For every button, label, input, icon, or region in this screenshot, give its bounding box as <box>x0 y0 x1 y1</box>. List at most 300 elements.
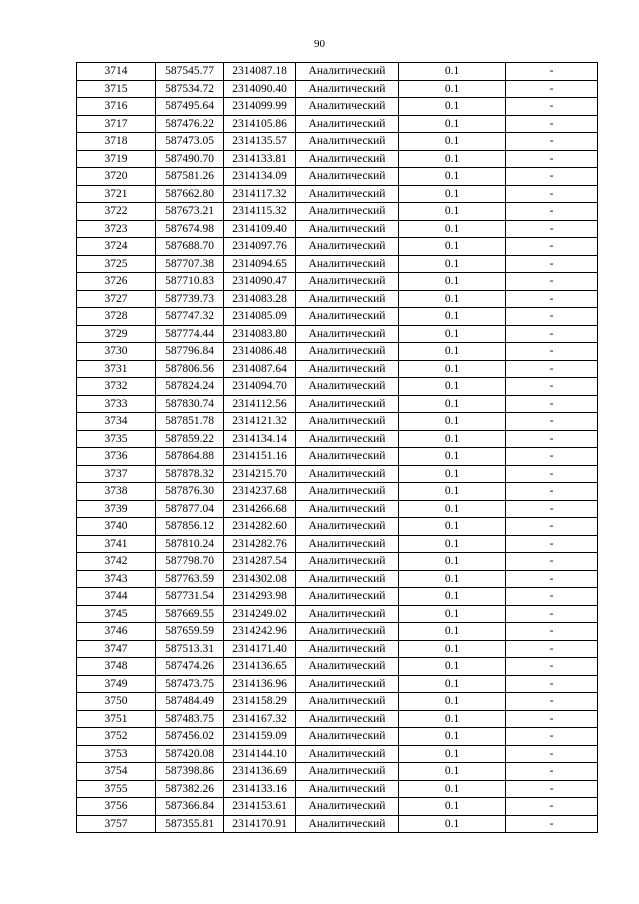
table-row <box>77 395 598 413</box>
table-row <box>77 133 598 151</box>
table-row <box>77 518 598 536</box>
table-row <box>77 378 598 396</box>
note-cell: - <box>506 710 598 728</box>
method-cell: Аналитический <box>296 658 399 676</box>
y-coordinate-cell: 2314134.09 <box>224 168 296 186</box>
y-coordinate-cell: 2314167.32 <box>224 710 296 728</box>
y-coordinate-cell: 2314087.18 <box>224 63 296 81</box>
point-number-cell: 3750 <box>77 693 156 711</box>
point-number-cell: 3751 <box>77 710 156 728</box>
note-cell: - <box>506 448 598 466</box>
note-cell: - <box>506 63 598 81</box>
x-coordinate-cell: 587830.74 <box>156 395 224 413</box>
x-coordinate-cell: 587796.84 <box>156 343 224 361</box>
method-cell: Аналитический <box>296 588 399 606</box>
table-row <box>77 623 598 641</box>
y-coordinate-cell: 2314237.68 <box>224 483 296 501</box>
point-number-cell: 3749 <box>77 675 156 693</box>
accuracy-cell: 0.1 <box>399 133 506 151</box>
table-row <box>77 710 598 728</box>
note-cell: - <box>506 343 598 361</box>
note-cell: - <box>506 273 598 291</box>
x-coordinate-cell: 587669.55 <box>156 605 224 623</box>
y-coordinate-cell: 2314153.61 <box>224 798 296 816</box>
note-cell: - <box>506 728 598 746</box>
y-coordinate-cell: 2314087.64 <box>224 360 296 378</box>
point-number-cell: 3721 <box>77 185 156 203</box>
x-coordinate-cell: 587878.32 <box>156 465 224 483</box>
point-number-cell: 3752 <box>77 728 156 746</box>
point-number-cell: 3746 <box>77 623 156 641</box>
y-coordinate-cell: 2314215.70 <box>224 465 296 483</box>
y-coordinate-cell: 2314099.99 <box>224 98 296 116</box>
method-cell: Аналитический <box>296 308 399 326</box>
note-cell: - <box>506 150 598 168</box>
method-cell: Аналитический <box>296 745 399 763</box>
y-coordinate-cell: 2314094.65 <box>224 255 296 273</box>
x-coordinate-cell: 587490.70 <box>156 150 224 168</box>
accuracy-cell: 0.1 <box>399 378 506 396</box>
accuracy-cell: 0.1 <box>399 343 506 361</box>
y-coordinate-cell: 2314090.47 <box>224 273 296 291</box>
y-coordinate-cell: 2314135.57 <box>224 133 296 151</box>
accuracy-cell: 0.1 <box>399 675 506 693</box>
method-cell: Аналитический <box>296 710 399 728</box>
note-cell: - <box>506 535 598 553</box>
table-row <box>77 185 598 203</box>
x-coordinate-cell: 587856.12 <box>156 518 224 536</box>
accuracy-cell: 0.1 <box>399 220 506 238</box>
point-number-cell: 3748 <box>77 658 156 676</box>
accuracy-cell: 0.1 <box>399 815 506 833</box>
table-row <box>77 693 598 711</box>
point-number-cell: 3753 <box>77 745 156 763</box>
table-row <box>77 640 598 658</box>
point-number-cell: 3739 <box>77 500 156 518</box>
note-cell: - <box>506 255 598 273</box>
note-cell: - <box>506 570 598 588</box>
point-number-cell: 3723 <box>77 220 156 238</box>
x-coordinate-cell: 587859.22 <box>156 430 224 448</box>
y-coordinate-cell: 2314293.98 <box>224 588 296 606</box>
point-number-cell: 3726 <box>77 273 156 291</box>
method-cell: Аналитический <box>296 290 399 308</box>
y-coordinate-cell: 2314136.96 <box>224 675 296 693</box>
table-row <box>77 570 598 588</box>
table-row <box>77 98 598 116</box>
accuracy-cell: 0.1 <box>399 535 506 553</box>
method-cell: Аналитический <box>296 80 399 98</box>
table-row <box>77 815 598 833</box>
accuracy-cell: 0.1 <box>399 693 506 711</box>
note-cell: - <box>506 360 598 378</box>
method-cell: Аналитический <box>296 728 399 746</box>
point-number-cell: 3736 <box>77 448 156 466</box>
method-cell: Аналитический <box>296 693 399 711</box>
x-coordinate-cell: 587662.80 <box>156 185 224 203</box>
point-number-cell: 3715 <box>77 80 156 98</box>
method-cell: Аналитический <box>296 133 399 151</box>
point-number-cell: 3725 <box>77 255 156 273</box>
note-cell: - <box>506 658 598 676</box>
y-coordinate-cell: 2314083.28 <box>224 290 296 308</box>
table-row <box>77 413 598 431</box>
x-coordinate-cell: 587688.70 <box>156 238 224 256</box>
table-row <box>77 343 598 361</box>
method-cell: Аналитический <box>296 640 399 658</box>
table-row <box>77 780 598 798</box>
x-coordinate-cell: 587366.84 <box>156 798 224 816</box>
table-row <box>77 448 598 466</box>
point-number-cell: 3738 <box>77 483 156 501</box>
x-coordinate-cell: 587806.56 <box>156 360 224 378</box>
accuracy-cell: 0.1 <box>399 238 506 256</box>
point-number-cell: 3754 <box>77 763 156 781</box>
point-number-cell: 3714 <box>77 63 156 81</box>
note-cell: - <box>506 623 598 641</box>
method-cell: Аналитический <box>296 378 399 396</box>
method-cell: Аналитический <box>296 675 399 693</box>
accuracy-cell: 0.1 <box>399 728 506 746</box>
accuracy-cell: 0.1 <box>399 360 506 378</box>
y-coordinate-cell: 2314144.10 <box>224 745 296 763</box>
point-number-cell: 3722 <box>77 203 156 221</box>
point-number-cell: 3719 <box>77 150 156 168</box>
method-cell: Аналитический <box>296 413 399 431</box>
note-cell: - <box>506 98 598 116</box>
accuracy-cell: 0.1 <box>399 710 506 728</box>
accuracy-cell: 0.1 <box>399 658 506 676</box>
note-cell: - <box>506 483 598 501</box>
x-coordinate-cell: 587420.08 <box>156 745 224 763</box>
note-cell: - <box>506 763 598 781</box>
table-row <box>77 430 598 448</box>
table-row <box>77 220 598 238</box>
point-number-cell: 3737 <box>77 465 156 483</box>
accuracy-cell: 0.1 <box>399 413 506 431</box>
method-cell: Аналитический <box>296 763 399 781</box>
method-cell: Аналитический <box>296 570 399 588</box>
note-cell: - <box>506 745 598 763</box>
note-cell: - <box>506 80 598 98</box>
note-cell: - <box>506 518 598 536</box>
table-row <box>77 203 598 221</box>
y-coordinate-cell: 2314133.16 <box>224 780 296 798</box>
x-coordinate-cell: 587674.98 <box>156 220 224 238</box>
y-coordinate-cell: 2314085.09 <box>224 308 296 326</box>
y-coordinate-cell: 2314115.32 <box>224 203 296 221</box>
x-coordinate-cell: 587851.78 <box>156 413 224 431</box>
y-coordinate-cell: 2314134.14 <box>224 430 296 448</box>
point-number-cell: 3720 <box>77 168 156 186</box>
note-cell: - <box>506 133 598 151</box>
x-coordinate-cell: 587484.49 <box>156 693 224 711</box>
point-number-cell: 3732 <box>77 378 156 396</box>
x-coordinate-cell: 587545.77 <box>156 63 224 81</box>
y-coordinate-cell: 2314121.32 <box>224 413 296 431</box>
x-coordinate-cell: 587763.59 <box>156 570 224 588</box>
note-cell: - <box>506 220 598 238</box>
method-cell: Аналитический <box>296 780 399 798</box>
x-coordinate-cell: 587483.75 <box>156 710 224 728</box>
point-number-cell: 3718 <box>77 133 156 151</box>
note-cell: - <box>506 308 598 326</box>
method-cell: Аналитический <box>296 623 399 641</box>
table-row <box>77 465 598 483</box>
note-cell: - <box>506 553 598 571</box>
note-cell: - <box>506 203 598 221</box>
note-cell: - <box>506 588 598 606</box>
point-number-cell: 3734 <box>77 413 156 431</box>
x-coordinate-cell: 587739.73 <box>156 290 224 308</box>
y-coordinate-cell: 2314090.40 <box>224 80 296 98</box>
point-number-cell: 3741 <box>77 535 156 553</box>
method-cell: Аналитический <box>296 168 399 186</box>
x-coordinate-cell: 587473.05 <box>156 133 224 151</box>
table-row <box>77 63 598 81</box>
note-cell: - <box>506 605 598 623</box>
method-cell: Аналитический <box>296 500 399 518</box>
note-cell: - <box>506 640 598 658</box>
accuracy-cell: 0.1 <box>399 115 506 133</box>
method-cell: Аналитический <box>296 553 399 571</box>
note-cell: - <box>506 413 598 431</box>
table-row <box>77 325 598 343</box>
point-number-cell: 3742 <box>77 553 156 571</box>
note-cell: - <box>506 168 598 186</box>
point-number-cell: 3729 <box>77 325 156 343</box>
method-cell: Аналитический <box>296 325 399 343</box>
note-cell: - <box>506 465 598 483</box>
accuracy-cell: 0.1 <box>399 640 506 658</box>
point-number-cell: 3727 <box>77 290 156 308</box>
page-number: 90 <box>314 38 325 50</box>
method-cell: Аналитический <box>296 360 399 378</box>
accuracy-cell: 0.1 <box>399 255 506 273</box>
x-coordinate-cell: 587864.88 <box>156 448 224 466</box>
y-coordinate-cell: 2314158.29 <box>224 693 296 711</box>
y-coordinate-cell: 2314171.40 <box>224 640 296 658</box>
coordinates-table-body <box>77 63 598 833</box>
method-cell: Аналитический <box>296 535 399 553</box>
y-coordinate-cell: 2314249.02 <box>224 605 296 623</box>
accuracy-cell: 0.1 <box>399 553 506 571</box>
y-coordinate-cell: 2314083.80 <box>224 325 296 343</box>
point-number-cell: 3744 <box>77 588 156 606</box>
y-coordinate-cell: 2314159.09 <box>224 728 296 746</box>
accuracy-cell: 0.1 <box>399 395 506 413</box>
method-cell: Аналитический <box>296 238 399 256</box>
y-coordinate-cell: 2314151.16 <box>224 448 296 466</box>
table-row <box>77 273 598 291</box>
y-coordinate-cell: 2314302.08 <box>224 570 296 588</box>
accuracy-cell: 0.1 <box>399 605 506 623</box>
accuracy-cell: 0.1 <box>399 448 506 466</box>
y-coordinate-cell: 2314136.65 <box>224 658 296 676</box>
accuracy-cell: 0.1 <box>399 308 506 326</box>
point-number-cell: 3733 <box>77 395 156 413</box>
accuracy-cell: 0.1 <box>399 168 506 186</box>
table-row <box>77 308 598 326</box>
note-cell: - <box>506 185 598 203</box>
method-cell: Аналитический <box>296 798 399 816</box>
y-coordinate-cell: 2314242.96 <box>224 623 296 641</box>
point-number-cell: 3745 <box>77 605 156 623</box>
x-coordinate-cell: 587398.86 <box>156 763 224 781</box>
accuracy-cell: 0.1 <box>399 430 506 448</box>
note-cell: - <box>506 378 598 396</box>
x-coordinate-cell: 587659.59 <box>156 623 224 641</box>
table-row <box>77 728 598 746</box>
point-number-cell: 3747 <box>77 640 156 658</box>
coordinates-table <box>76 62 598 833</box>
point-number-cell: 3730 <box>77 343 156 361</box>
method-cell: Аналитический <box>296 605 399 623</box>
method-cell: Аналитический <box>296 220 399 238</box>
accuracy-cell: 0.1 <box>399 500 506 518</box>
note-cell: - <box>506 238 598 256</box>
y-coordinate-cell: 2314282.76 <box>224 535 296 553</box>
note-cell: - <box>506 798 598 816</box>
x-coordinate-cell: 587810.24 <box>156 535 224 553</box>
y-coordinate-cell: 2314266.68 <box>224 500 296 518</box>
accuracy-cell: 0.1 <box>399 798 506 816</box>
table-row <box>77 115 598 133</box>
table-row <box>77 360 598 378</box>
method-cell: Аналитический <box>296 63 399 81</box>
method-cell: Аналитический <box>296 815 399 833</box>
x-coordinate-cell: 587382.26 <box>156 780 224 798</box>
accuracy-cell: 0.1 <box>399 63 506 81</box>
x-coordinate-cell: 587731.54 <box>156 588 224 606</box>
note-cell: - <box>506 115 598 133</box>
method-cell: Аналитический <box>296 150 399 168</box>
point-number-cell: 3728 <box>77 308 156 326</box>
x-coordinate-cell: 587456.02 <box>156 728 224 746</box>
accuracy-cell: 0.1 <box>399 290 506 308</box>
y-coordinate-cell: 2314282.60 <box>224 518 296 536</box>
y-coordinate-cell: 2314086.48 <box>224 343 296 361</box>
x-coordinate-cell: 587474.26 <box>156 658 224 676</box>
note-cell: - <box>506 693 598 711</box>
x-coordinate-cell: 587513.31 <box>156 640 224 658</box>
y-coordinate-cell: 2314105.86 <box>224 115 296 133</box>
method-cell: Аналитический <box>296 273 399 291</box>
point-number-cell: 3735 <box>77 430 156 448</box>
note-cell: - <box>506 290 598 308</box>
x-coordinate-cell: 587473.75 <box>156 675 224 693</box>
point-number-cell: 3755 <box>77 780 156 798</box>
method-cell: Аналитический <box>296 343 399 361</box>
accuracy-cell: 0.1 <box>399 273 506 291</box>
table-row <box>77 483 598 501</box>
x-coordinate-cell: 587495.64 <box>156 98 224 116</box>
note-cell: - <box>506 815 598 833</box>
accuracy-cell: 0.1 <box>399 98 506 116</box>
y-coordinate-cell: 2314094.70 <box>224 378 296 396</box>
point-number-cell: 3756 <box>77 798 156 816</box>
accuracy-cell: 0.1 <box>399 745 506 763</box>
accuracy-cell: 0.1 <box>399 518 506 536</box>
table-row <box>77 588 598 606</box>
note-cell: - <box>506 675 598 693</box>
accuracy-cell: 0.1 <box>399 570 506 588</box>
note-cell: - <box>506 780 598 798</box>
point-number-cell: 3724 <box>77 238 156 256</box>
y-coordinate-cell: 2314136.69 <box>224 763 296 781</box>
method-cell: Аналитический <box>296 98 399 116</box>
accuracy-cell: 0.1 <box>399 465 506 483</box>
point-number-cell: 3731 <box>77 360 156 378</box>
table-row <box>77 535 598 553</box>
x-coordinate-cell: 587476.22 <box>156 115 224 133</box>
accuracy-cell: 0.1 <box>399 780 506 798</box>
table-row <box>77 238 598 256</box>
table-row <box>77 675 598 693</box>
table-row <box>77 658 598 676</box>
table-row <box>77 168 598 186</box>
y-coordinate-cell: 2314112.56 <box>224 395 296 413</box>
table-row <box>77 255 598 273</box>
x-coordinate-cell: 587747.32 <box>156 308 224 326</box>
table-row <box>77 798 598 816</box>
x-coordinate-cell: 587876.30 <box>156 483 224 501</box>
method-cell: Аналитический <box>296 185 399 203</box>
method-cell: Аналитический <box>296 483 399 501</box>
accuracy-cell: 0.1 <box>399 185 506 203</box>
method-cell: Аналитический <box>296 465 399 483</box>
table-row <box>77 150 598 168</box>
table-row <box>77 80 598 98</box>
table-row <box>77 290 598 308</box>
y-coordinate-cell: 2314287.54 <box>224 553 296 571</box>
method-cell: Аналитический <box>296 448 399 466</box>
x-coordinate-cell: 587798.70 <box>156 553 224 571</box>
accuracy-cell: 0.1 <box>399 588 506 606</box>
x-coordinate-cell: 587877.04 <box>156 500 224 518</box>
y-coordinate-cell: 2314117.32 <box>224 185 296 203</box>
note-cell: - <box>506 395 598 413</box>
note-cell: - <box>506 430 598 448</box>
x-coordinate-cell: 587774.44 <box>156 325 224 343</box>
point-number-cell: 3757 <box>77 815 156 833</box>
method-cell: Аналитический <box>296 255 399 273</box>
accuracy-cell: 0.1 <box>399 150 506 168</box>
x-coordinate-cell: 587824.24 <box>156 378 224 396</box>
accuracy-cell: 0.1 <box>399 763 506 781</box>
y-coordinate-cell: 2314133.81 <box>224 150 296 168</box>
x-coordinate-cell: 587534.72 <box>156 80 224 98</box>
accuracy-cell: 0.1 <box>399 203 506 221</box>
table-row <box>77 763 598 781</box>
y-coordinate-cell: 2314170.91 <box>224 815 296 833</box>
point-number-cell: 3716 <box>77 98 156 116</box>
point-number-cell: 3740 <box>77 518 156 536</box>
y-coordinate-cell: 2314097.76 <box>224 238 296 256</box>
note-cell: - <box>506 325 598 343</box>
point-number-cell: 3743 <box>77 570 156 588</box>
table-row <box>77 745 598 763</box>
accuracy-cell: 0.1 <box>399 483 506 501</box>
method-cell: Аналитический <box>296 395 399 413</box>
x-coordinate-cell: 587581.26 <box>156 168 224 186</box>
table-row <box>77 553 598 571</box>
x-coordinate-cell: 587673.21 <box>156 203 224 221</box>
accuracy-cell: 0.1 <box>399 325 506 343</box>
accuracy-cell: 0.1 <box>399 623 506 641</box>
x-coordinate-cell: 587710.83 <box>156 273 224 291</box>
note-cell: - <box>506 500 598 518</box>
